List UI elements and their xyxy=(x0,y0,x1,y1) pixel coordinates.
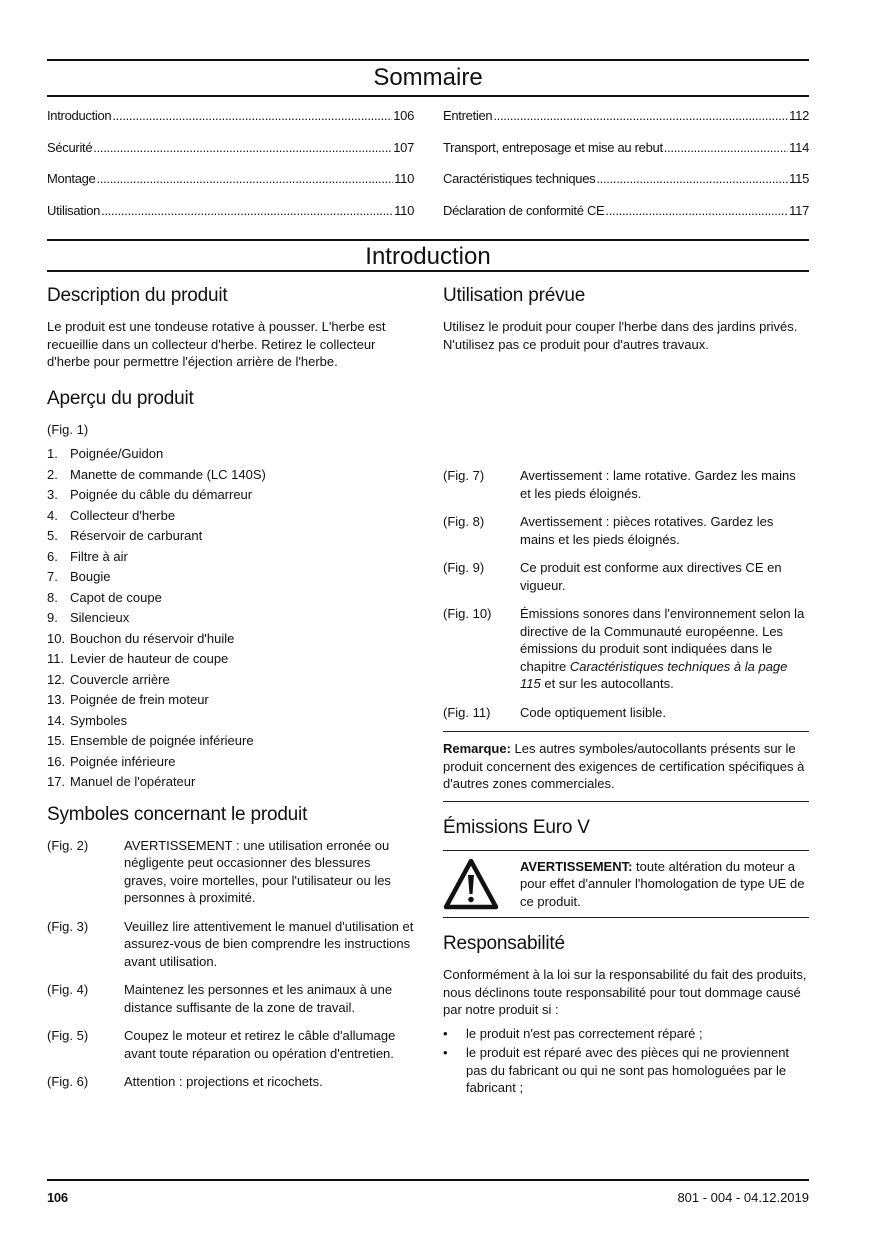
symbol-row: (Fig. 2) AVERTISSEMENT : une utilisation erronée ou négligente peut occasionner des blessures graves, voire mortelles, pour l'utilisateur ou les personnes à proximité. xyxy=(47,837,391,905)
page-number: 106 xyxy=(47,1190,68,1205)
toc-entry-utilisation[interactable]: Utilisation ..... 110 xyxy=(47,202,414,234)
list-item: 1. Poignée/Guidon xyxy=(47,446,164,461)
list-item: 6. Filtre à air xyxy=(47,548,128,564)
symbol-row: (Fig. 3) Veuillez lire attentivement le manuel d'utilisation et assurez-vous de bien comprendre les instructions avant utilisation. xyxy=(47,918,414,969)
left-column xyxy=(47,284,414,1102)
sommaire-title: Sommaire xyxy=(373,64,483,91)
toc-entry-declaration[interactable]: Déclaration de conformité CE ..... 117 xyxy=(443,202,809,234)
parts-list xyxy=(47,444,414,793)
symbol-row: (Fig. 7) Avertissement : lame rotative. Gardez les mains et les pieds éloignés. xyxy=(443,468,796,501)
toc-entry-entretien[interactable]: Entretien ..... 112 xyxy=(443,107,809,139)
page-footer xyxy=(47,1190,809,1205)
warning-triangle-icon xyxy=(443,858,520,911)
remarque-note: Remarque: Les autres symboles/autocollants présents sur le produit concernent des exigences de certification spécifiques à d'autres zones commerciales. xyxy=(443,731,809,802)
list-item: 5. Réservoir de carburant xyxy=(47,528,203,543)
apercu-fig-ref: (Fig. 1) xyxy=(47,421,89,437)
toc-entry-caracteristiques[interactable]: Caractéristiques techniques ..... 115 xyxy=(443,170,809,202)
warning-text: AVERTISSEMENT: toute altération du moteur a pour effet d'annuler l'homologation de type UE de ce produit. xyxy=(520,858,805,909)
toc-entry-securite[interactable]: Sécurité ..... 107 xyxy=(47,139,414,171)
list-item: 14. Symboles xyxy=(47,712,128,728)
document-reference: 801 - 004 - 04.12.2019 xyxy=(677,1190,809,1205)
sommaire-bottom-rule xyxy=(47,95,809,97)
description-heading: Description du produit xyxy=(47,285,228,306)
symboles-heading: Symboles concernant le produit xyxy=(47,803,308,825)
note-label: Remarque: xyxy=(443,741,511,756)
symbol-row: (Fig. 10) Émissions sonores dans l'environnement selon la directive de la Communauté européenne. Les émissions du produit sont indiquées dans le chapitre Caractéristiques techniques à la page 115 et sur les autocollants. xyxy=(443,606,805,691)
toc-entry-montage[interactable]: Montage ..... 110 xyxy=(47,170,414,202)
responsabilite-bullets xyxy=(443,1025,809,1097)
list-item: 3. Poignée du câble du démarreur xyxy=(47,487,253,502)
symbol-row: (Fig. 8) Avertissement : pièces rotatives. Gardez les mains et les pieds éloignés. xyxy=(443,514,774,547)
list-item: • le produit n'est pas correctement réparé ; xyxy=(443,1025,703,1041)
introduction-bottom-rule xyxy=(47,270,809,272)
list-item: 11. Levier de hauteur de coupe xyxy=(47,651,229,666)
introduction-title: Introduction xyxy=(365,243,491,270)
list-item: 15. Ensemble de poignée inférieure xyxy=(47,733,254,748)
toc-left-column xyxy=(47,107,414,233)
apercu-heading: Aperçu du produit xyxy=(47,387,194,409)
list-item: 7. Bougie xyxy=(47,569,111,584)
cross-reference-link[interactable]: Caractéristiques techniques à la page 115 xyxy=(520,658,788,691)
list-item: 10. Bouchon du réservoir d'huile xyxy=(47,630,235,646)
introduction-top-rule xyxy=(47,239,809,241)
list-item: 4. Collecteur d'herbe xyxy=(47,507,176,523)
list-item: • le produit est réparé avec des pièces qui ne proviennent pas du fabricant ou qui ne sont pas homologuées par le fabricant ; xyxy=(443,1045,790,1095)
sommaire-top-rule xyxy=(47,59,809,61)
description-text: Le produit est une tondeuse rotative à pousser. L'herbe est recueillie dans un collecteur d'herbe. Retirez le collecteur d'herbe pour permettre l'éjection arrière de l'herbe. xyxy=(47,319,386,369)
list-item: 8. Capot de coupe xyxy=(47,589,162,605)
toc-entry-transport[interactable]: Transport, entreposage et mise au rebut ..... 114 xyxy=(443,139,809,171)
symbol-row: (Fig. 6) Attention : projections et ricochets. xyxy=(47,1074,323,1089)
list-item: 16. Poignée inférieure xyxy=(47,753,176,769)
right-symbols-column xyxy=(443,467,809,1099)
footer-rule xyxy=(47,1179,809,1181)
right-column xyxy=(443,284,809,353)
responsabilite-text: Conformément à la loi sur la responsabilité du fait des produits, nous déclinons toute responsabilité pour tout dommage causé par notre produit si : xyxy=(443,967,807,1017)
list-item: 9. Silencieux xyxy=(47,610,130,625)
list-item: 13. Poignée de frein moteur xyxy=(47,692,209,707)
responsabilite-heading: Responsabilité xyxy=(443,933,565,954)
emissions-heading: Émissions Euro V xyxy=(443,816,590,838)
list-item: 2. Manette de commande (LC 140S) xyxy=(47,466,266,482)
utilisation-text: Utilisez le produit pour couper l'herbe dans des jardins privés. N'utilisez pas ce produit pour d'autres travaux. xyxy=(443,319,798,352)
utilisation-heading: Utilisation prévue xyxy=(443,285,586,306)
symbol-row: (Fig. 4) Maintenez les personnes et les animaux à une distance suffisante de la zone de travail. xyxy=(47,982,393,1015)
list-item: 17. Manuel de l'opérateur xyxy=(47,774,196,789)
symbol-row: (Fig. 5) Coupez le moteur et retirez le câble d'allumage avant toute réparation ou opération d'entretien. xyxy=(47,1028,396,1061)
list-item: 12. Couvercle arrière xyxy=(47,671,170,687)
toc-right-column xyxy=(443,107,809,233)
toc-entry-introduction[interactable]: Introduction ..... 106 xyxy=(47,107,414,139)
symbol-row: (Fig. 11) Code optiquement lisible. xyxy=(443,704,666,720)
symbol-row: (Fig. 9) Ce produit est conforme aux directives CE en vigueur. xyxy=(443,560,782,593)
warning-box xyxy=(443,850,809,919)
